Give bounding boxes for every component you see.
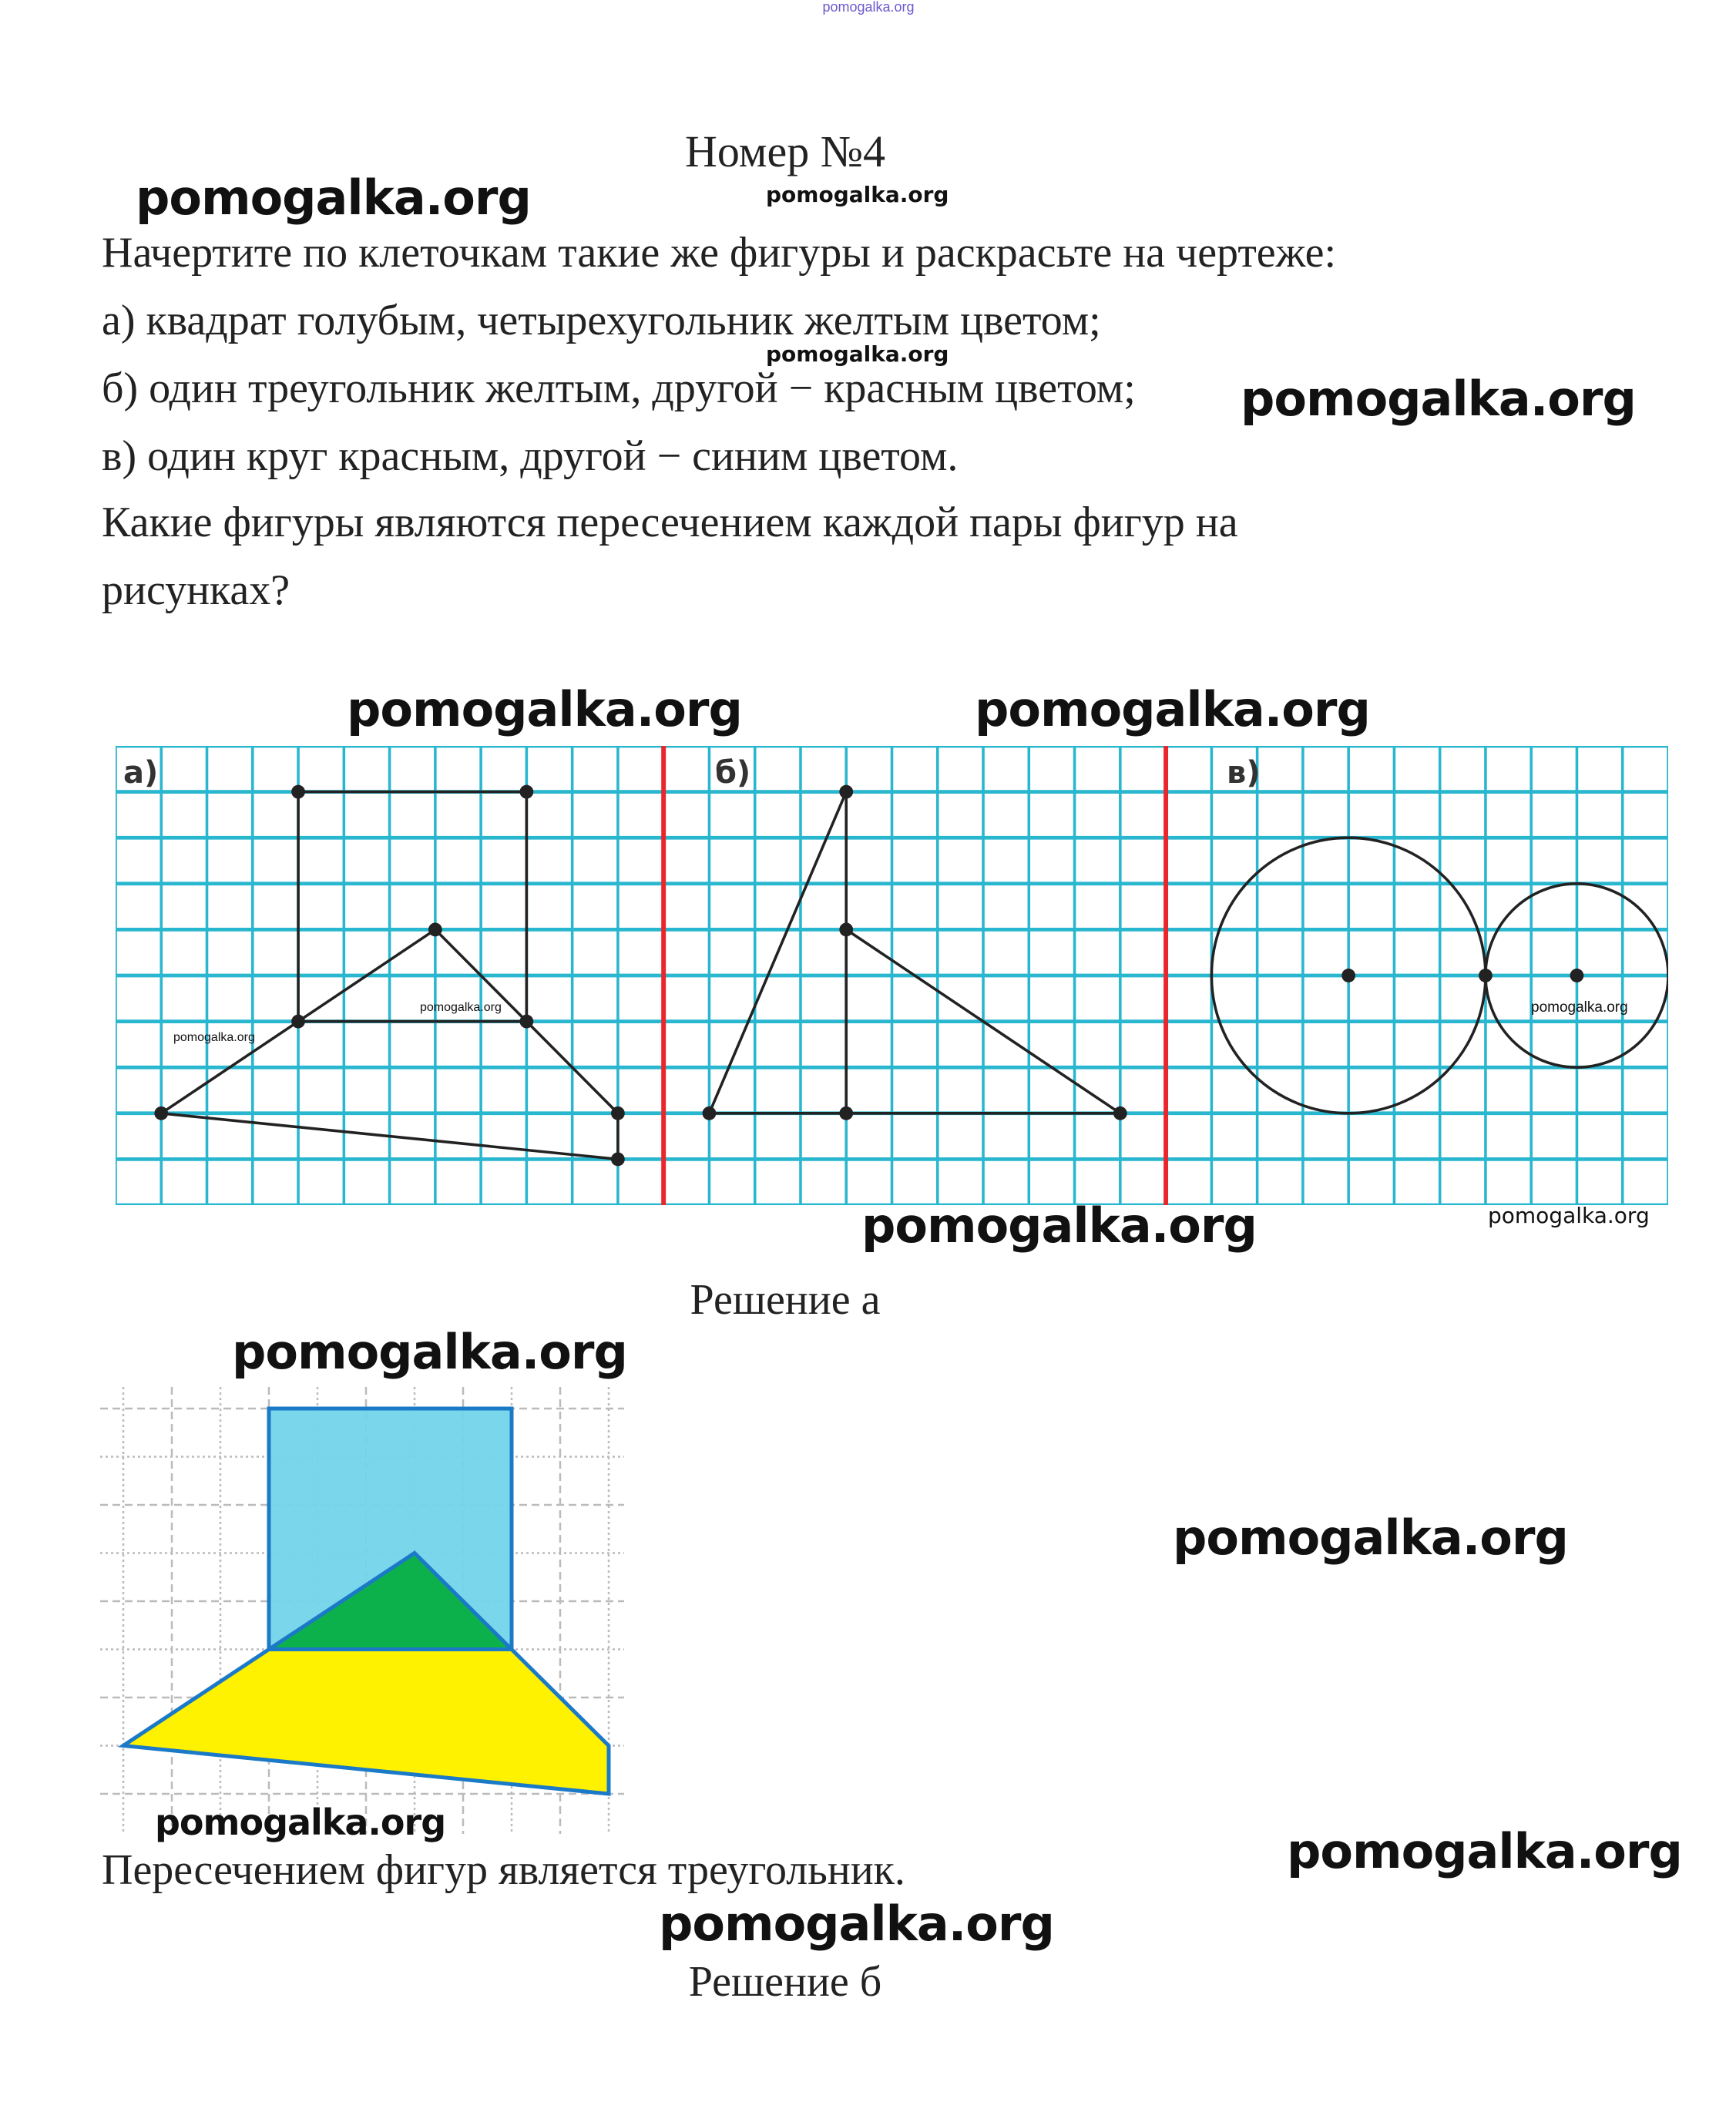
- task-line: в) один круг красным, другой − синим цветом.: [102, 432, 959, 480]
- task-figure: [116, 746, 1668, 1205]
- watermark: pomogalka.org: [1173, 1509, 1568, 1566]
- watermark: pomogalka.org: [822, 0, 915, 15]
- solution-a-answer: Пересечением фигур является треугольник.: [102, 1846, 905, 1894]
- figure-label-b: б): [715, 755, 751, 791]
- watermark: pomogalka.org: [1531, 999, 1628, 1016]
- watermark: pomogalka.org: [659, 1896, 1054, 1952]
- watermark: pomogalka.org: [975, 681, 1370, 737]
- figure-label-a: а): [123, 755, 159, 791]
- vertex-dot: [703, 1107, 717, 1120]
- watermark: pomogalka.org: [1287, 1823, 1682, 1879]
- solution-a-heading: Решение а: [690, 1276, 881, 1324]
- vertex-dot: [1479, 969, 1493, 982]
- task-line: рисунках?: [102, 566, 290, 614]
- watermark: pomogalka.org: [1241, 371, 1636, 427]
- watermark: pomogalka.org: [347, 681, 742, 737]
- vertex-dot: [1113, 1107, 1127, 1120]
- solution-figure: [100, 1387, 632, 1849]
- vertex-dot: [839, 1107, 853, 1120]
- figure-label-c: в): [1227, 755, 1261, 791]
- watermark: pomogalka.org: [136, 170, 531, 226]
- task-line: б) один треугольник желтым, другой − красным цветом;: [102, 364, 1136, 412]
- task-line: а) квадрат голубым, четырехугольник желтым цветом;: [102, 297, 1101, 344]
- watermark: pomogalka.org: [766, 341, 949, 367]
- vertex-dot: [611, 1152, 625, 1166]
- watermark: pomogalka.org: [766, 182, 949, 207]
- watermark: pomogalka.org: [420, 1001, 502, 1014]
- vertex-dot: [519, 785, 533, 799]
- vertex-dot: [291, 1015, 305, 1029]
- vertex-dot: [1570, 969, 1584, 982]
- watermark: pomogalka.org: [155, 1802, 446, 1843]
- watermark: pomogalka.org: [232, 1324, 627, 1380]
- vertex-dot: [291, 785, 305, 799]
- watermark: pomogalka.org: [1488, 1203, 1650, 1228]
- vertex-dot: [519, 1015, 533, 1029]
- vertex-dot: [839, 922, 853, 936]
- page-title: Номер №4: [684, 126, 886, 176]
- watermark: pomogalka.org: [861, 1197, 1257, 1254]
- solution-b-heading: Решение б: [688, 1958, 882, 2006]
- triangle-shape: [709, 792, 846, 1113]
- vertex-dot: [428, 922, 442, 936]
- task-line: Начертите по клеточкам такие же фигуры и раскрасьте на чертеже:: [102, 229, 1337, 277]
- vertex-dot: [611, 1107, 625, 1120]
- vertex-dot: [839, 785, 853, 799]
- vertex-dot: [154, 1107, 168, 1120]
- watermark: pomogalka.org: [173, 1031, 255, 1044]
- task-line: Какие фигуры являются пересечением каждой пары фигур на: [102, 499, 1238, 546]
- vertex-dot: [1341, 969, 1355, 982]
